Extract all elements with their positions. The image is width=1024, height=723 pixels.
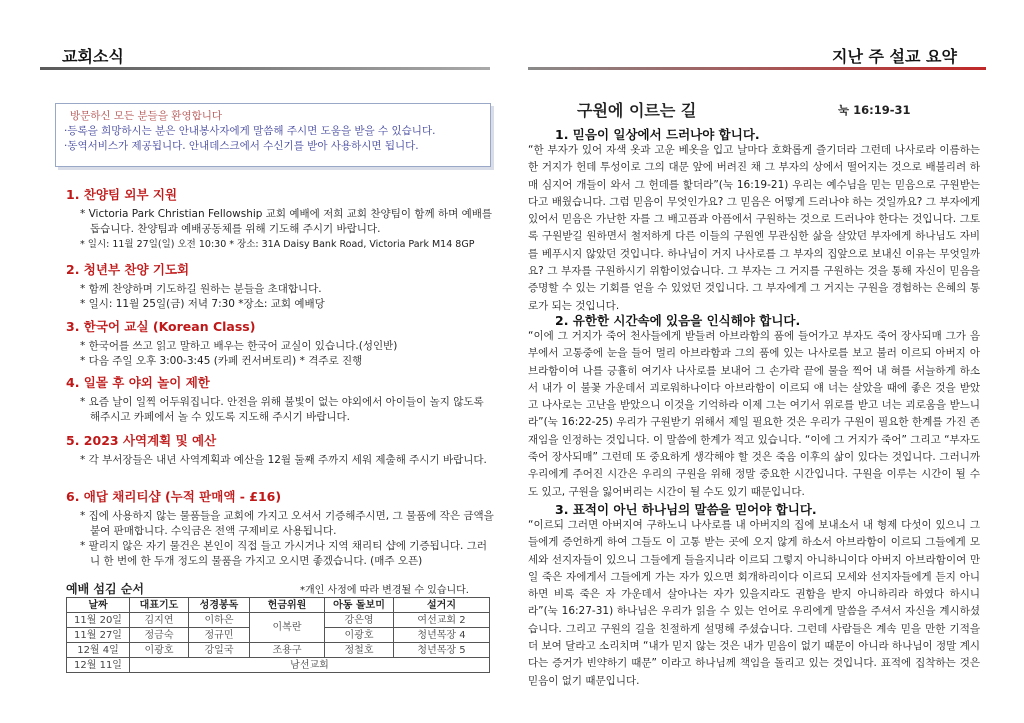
bullet: * 한국어를 쓰고 읽고 말하고 배우는 한국어 교실이 있습니다.(성인반): [80, 340, 398, 352]
table-row: [67, 613, 490, 628]
section-title: 3. 한국어 교실 (Korean Class): [66, 319, 256, 334]
table-cell: 정철호: [325, 643, 394, 658]
point-heading: 1. 믿음이 일상에서 드러나야 합니다.: [555, 127, 760, 142]
bullet: * 팔리지 않은 자기 물건은 본인이 직접 들고 가시거나 지역 채리티 샵에 기증됩니다. 그러니 한 번에 한 두개 정도의 물품을 가지고 오시면 좋겠습니다. (매주 오픈): [80, 540, 487, 567]
scripture-reference: 눅 16:19-31: [838, 103, 911, 117]
schedule-title: 예배 섬김 순서: [66, 582, 144, 596]
table-cell: 청년목장 5: [394, 643, 490, 658]
welcome-line: ·동역서비스가 제공됩니다. 안내데스크에서 수신기를 받아 사용하시면 됩니다.: [64, 140, 419, 152]
bullet: * 일시: 11월 25일(금) 저녁 7:30 *장소: 교회 예배당: [80, 298, 325, 310]
point-text: “이르되 그러면 아버지여 구하노니 나사로를 내 아버지의 집에 보내소서 내 형제 다섯이 있으니 그들에게 증언하게 하여 그들도 이 고통 받는 곳에 오지 않게 하소서 아브라함이 이르되 그들에게 모세와 선지자들이 있으니 그들에게 들을지니라 이르되 그렇지 아니하니이다 아버지 아브라함이여 만일 죽은 자에게서 그들에게 가는 자가 있으면 회개하리이다 이르되 모세와 선지자들에게 듣지 아니하면 비록 죽은 자 가운데서 살아나는 자가 있을지라도 권함을 받지 아니하리라 하였다 하시니라”(눅 16:27-31) 하나님은 우리가 읽을 수 있는 언어로 우리에게 말씀을 주셔서 자신을 계시하셨습니다. 그리고 구원의 길을 친절하게 설명해 주셨습니다. 그런데 사람들은 계속 믿을 만한 기적을 더 보여 달라고 소리치며 “내가 믿지 않는 것은 내가 믿음이 없기 때문이 아니라 하나님이 정말 계시다는 증거가 빈약하기 때문” 이라고 하나님께 책임을 돌리고 있는 것입니다. 표적에 집착하는 것은 믿음이 없기 때문입니다.: [528, 519, 980, 687]
table-cell: 이복란: [250, 613, 325, 643]
header-rule: [528, 67, 986, 70]
sermon-title: 구원에 이르는 길: [577, 101, 697, 120]
sermon-summary-header: 지난 주 설교 요약: [832, 47, 957, 66]
table-cell: 11월 20일: [67, 613, 130, 628]
point-text: “한 부자가 있어 자색 옷과 고운 베옷을 입고 날마다 호화롭게 즐기더라 그런데 나사로라 이름하는 한 거지가 헌데 투성이로 그의 대문 앞에 버려진 채 그 부자의 상에서 떨어지는 것으로 배불리려 하매 심지어 개들이 와서 그 헌데를 핥더라”(눅 16:19-21) 우리는 예수님을 믿는 믿음으로 구원받는다고 배웠습니다. 그럼 믿음이 무엇인가요? 그 믿음은 어떻게 드러나야 하는 것일까요? 그 부자에게 있어서 믿음은 가난한 자를 그 배고픔과 아픔에서 구원하는 것으로 드러나야 한다는 것입니다. 그토록 구원받길 원하면서 철저하게 다른 이들의 구원엔 무관심한 삶을 살았던 부자에게 하나님도 자비를 베푸시지 않았던 것입니다. 하나님이 거지 나사로를 그 부자의 집앞으로 보내신 이유는 무엇일까요? 그 부자를 구원하시기 위함이었습니다. 그 부자는 그 거지를 구원하는 것을 통해 자신이 믿음을 증명할 수 있는 기회를 얻을 수 있었던 것입니다. 그 부자에게 그 거지는 구원을 경험하는 은혜의 통로가 되는 것입니다.: [528, 144, 980, 312]
welcome-box: [55, 103, 491, 167]
column-header: 성경봉독: [189, 598, 250, 613]
schedule-note: *개인 사정에 따라 변경될 수 있습니다.: [300, 585, 469, 596]
section-title: 2. 청년부 찬양 기도회: [66, 262, 190, 277]
table-cell: 정금숙: [130, 628, 189, 643]
column-header: 대표기도: [130, 598, 189, 613]
bullet: * 요즘 날이 일찍 어두워집니다. 안전을 위해 불빛이 없는 야외에서 아이들이 놀지 않도록 해주시고 카페에서 놀 수 있도록 지도해 주시기 바랍니다.: [80, 396, 484, 423]
news-section: [66, 375, 496, 425]
point-text: “이에 그 거지가 죽어 천사들에게 받들려 아브라함의 품에 들어가고 부자도 죽어 장사되매 그가 음부에서 고통중에 눈을 들어 멀리 아브라함과 그의 품에 있는 나사로를 보고 불러 이르되 아버지 아브라함이여 나를 긍휼히 여기사 나사로를 보내어 그 손가락 끝에 물을 찍어 내 혀를 서늘하게 하소서 내가 이 불꽃 가운데서 괴로워하나이다 아브라함이 이르되 얘 너는 살았을 때에 좋은 것을 받았고 나사로는 고난을 받았으니 이것을 기억하라 이제 그는 여기서 위로를 받고 너는 괴로움을 받느니라”(눅 16:22-25) 우리가 구원받기 위해서 제일 필요한 것은 우리가 구원이 필요한 한계를 가진 존재임을 인정하는 것입니다. 이 말씀에 한계가 적고 있습니다. “이에 그 거지가 죽어” 그리고 “부자도 죽어 장사되매” 그런데 또 중요하게 생각해야 할 것은 죽음 이후의 삶이 있다는 것입니다. 그러니까 우리에게 주어진 시간은 우리의 구원을 위해 정말 중요한 시간입니다. 구원을 이루는 시간이 될 수도 있고, 구원을 잃어버리는 시간이 될 수도 있기 때문입니다.: [528, 330, 980, 498]
table-cell: 12월 4일: [67, 643, 130, 658]
news-section: [66, 433, 496, 468]
bullet: * Victoria Park Christian Fellowship 교회 예배에 저희 교회 찬양팀이 함께 하며 예배를 돕습니다. 찬양팀과 예배공동체를 위해 기도해 주시기 바랍니다.: [80, 208, 492, 235]
table-cell: 이광호: [325, 628, 394, 643]
welcome-title: 방문하신 모든 분들을 환영합니다: [70, 110, 223, 122]
table-cell: 정규민: [189, 628, 250, 643]
table-cell: 여선교회 2: [394, 613, 490, 628]
point-heading: 2. 유한한 시간속에 있음을 인식해야 합니다.: [555, 313, 801, 328]
column-header: 아동 돌보미: [325, 598, 394, 613]
table-cell: 청년목장 4: [394, 628, 490, 643]
table-cell: 강일국: [189, 643, 250, 658]
section-title: 5. 2023 사역계획 및 예산: [66, 433, 217, 448]
column-header: 날짜: [67, 598, 130, 613]
table-cell: 강은영: [325, 613, 394, 628]
news-section: [66, 489, 496, 569]
bullet: * 다음 주일 오후 3:00-3:45 (카페 컨서버토리) * 격주로 진행: [80, 355, 363, 367]
bullet: * 각 부서장들은 내년 사역계획과 예산을 12월 둘째 주까지 세워 제출해 주시기 바랍니다.: [80, 454, 487, 466]
section-title: 1. 찬양팀 외부 지원: [66, 187, 178, 202]
section-title: 6. 애답 채리티샵 (누적 판매액 - £16): [66, 489, 282, 504]
bullet: * 함께 찬양하며 기도하길 원하는 분들을 초대합니다.: [80, 283, 322, 295]
table-row: [67, 658, 490, 673]
bullet: * 집에 사용하지 않는 물품들을 교회에 가지고 오셔서 기증해주시면, 그 물품에 작은 금액을 붙여 판매합니다. 수익금은 전액 구제비로 사용됩니다.: [80, 510, 494, 537]
table-cell: 이광호: [130, 643, 189, 658]
news-section: [66, 187, 496, 252]
table-cell: 11월 27일: [67, 628, 130, 643]
table-cell: 남선교회: [130, 658, 490, 673]
schedule-table: [66, 597, 490, 673]
table-header-row: [67, 598, 490, 613]
bullet: * 일시: 11월 27일(일) 오전 10:30 * 장소: 31A Daisy Bank Road, Victoria Park M14 8GP: [80, 239, 475, 250]
point-heading: 3. 표적이 아닌 하나님의 말씀을 믿어야 합니다.: [555, 502, 817, 517]
column-header: 헌금위원: [250, 598, 325, 613]
table-cell: 이하은: [189, 613, 250, 628]
welcome-line: ·등록을 희망하시는 분은 안내봉사자에게 말씀해 주시면 도움을 받을 수 있습니다.: [64, 125, 436, 137]
table-cell: 김지연: [130, 613, 189, 628]
church-news-header: 교회소식: [62, 47, 124, 66]
column-header: 설거지: [394, 598, 490, 613]
news-section: [66, 262, 496, 312]
table-cell: 조용구: [250, 643, 325, 658]
news-section: [66, 319, 496, 369]
header-rule: [40, 67, 490, 70]
table-row: [67, 643, 490, 658]
section-title: 4. 일몰 후 야외 놀이 제한: [66, 375, 210, 390]
table-cell: 12월 11일: [67, 658, 130, 673]
